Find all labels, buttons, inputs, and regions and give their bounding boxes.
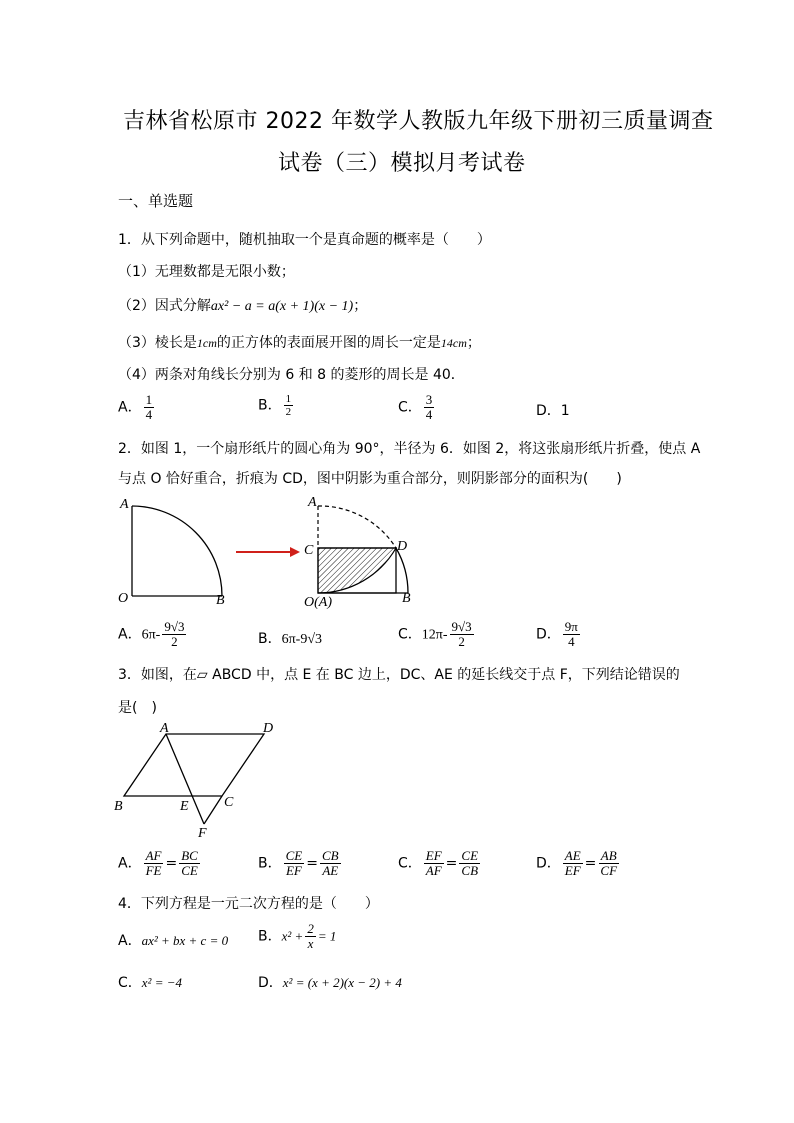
option-label: C． bbox=[398, 855, 422, 872]
frac-num: 1 bbox=[285, 393, 292, 405]
option-suffix: = 1 bbox=[317, 928, 337, 944]
fig3-label-f: F bbox=[198, 826, 207, 840]
fig1-label-b: B bbox=[216, 593, 225, 608]
q3-option-c[interactable]: C． $\frac{EF}{AF}$ = $\frac{CE}{CB}$ bbox=[398, 848, 479, 878]
option-label: A． bbox=[118, 855, 142, 872]
frac-num: CE bbox=[461, 848, 479, 863]
option-prefix: 12π- bbox=[421, 627, 448, 643]
frac-den: 4 bbox=[145, 407, 153, 422]
q2-figure-1 bbox=[118, 497, 225, 608]
q2-option-a[interactable] bbox=[118, 620, 188, 649]
q1-s2-math: ax² − a = a(x + 1)(x − 1) bbox=[210, 299, 354, 314]
q1-s3-m2: 14cm bbox=[440, 336, 467, 350]
q1-option-a[interactable] bbox=[118, 393, 156, 422]
frac-den: 4 bbox=[425, 407, 433, 422]
q4-stem: 4．下列方程是一元二次方程的是（ ） bbox=[118, 896, 379, 912]
option-label: D． bbox=[536, 855, 561, 872]
fig2-label-b: B bbox=[402, 591, 411, 606]
q1-statement-4: （4）两条对角线长分别为 6 和 8 的菱形的周长是 40． bbox=[118, 367, 465, 383]
frac-num: 9√3 bbox=[451, 619, 472, 634]
frac-num: AF bbox=[145, 848, 162, 863]
q1-s3-c: ； bbox=[466, 335, 481, 351]
frac-den: 4 bbox=[568, 634, 575, 649]
q3-line-2: 是( ) bbox=[118, 700, 157, 716]
frac-num: 2 bbox=[307, 921, 314, 936]
frac-den: AF bbox=[425, 863, 442, 878]
q1-option-d[interactable]: D．1 bbox=[536, 403, 570, 419]
fig2-label-oa: O(A) bbox=[304, 595, 332, 610]
option-label: D． bbox=[258, 975, 283, 991]
q2-line-2: 与点 O 恰好重合，折痕为 CD，图中阴影为重合部分，则阴影部分的面积为( ) bbox=[118, 471, 622, 487]
title-line-2: 试卷（三）模拟月考试卷 bbox=[278, 151, 526, 176]
q3-option-d[interactable]: D． $\frac{AE}{EF}$ = $\frac{AB}{CF}$ bbox=[536, 848, 618, 878]
option-text: 6π-9√3 bbox=[281, 632, 323, 647]
option-label: A． bbox=[118, 933, 142, 949]
q2-figure-2 bbox=[304, 495, 411, 610]
option-text: x² = −4 bbox=[141, 975, 182, 990]
fig2-label-c: C bbox=[304, 543, 314, 558]
q3-line-1: 3．如图，在▱ ABCD 中，点 E 在 BC 边上，DC、AE 的延长线交于点 F，下列结论错误的 bbox=[118, 667, 680, 683]
q2-option-c[interactable] bbox=[398, 620, 476, 649]
q4-option-d[interactable] bbox=[258, 972, 402, 992]
fig2-label-a: A bbox=[308, 495, 317, 510]
q4-option-c[interactable] bbox=[118, 972, 182, 992]
q1-statement-1: （1）无理数都是无限小数； bbox=[118, 264, 295, 280]
q1-stem: 1．从下列命题中，随机抽取一个是真命题的概率是（ ） bbox=[118, 232, 491, 248]
frac-den: CF bbox=[600, 863, 618, 878]
frac-num: 1 bbox=[145, 392, 153, 407]
q4-option-a[interactable] bbox=[118, 930, 228, 950]
fig1-label-o: O bbox=[118, 591, 129, 606]
fig1-label-a: A bbox=[120, 497, 129, 512]
title-line-1: 吉林省松原市 2022 年数学人教版九年级下册初三质量调查 bbox=[123, 109, 714, 134]
option-label: B． bbox=[258, 631, 282, 647]
q1-s3-m1: 1cm bbox=[196, 336, 217, 350]
option-label: D． bbox=[536, 626, 561, 643]
frac-num: AE bbox=[564, 848, 581, 863]
option-label: B． bbox=[258, 855, 282, 872]
q1-s2-suffix: ； bbox=[353, 298, 368, 314]
q3-option-a[interactable]: A． $\frac{AF}{FE}$ = $\frac{BC}{CE}$ bbox=[118, 848, 198, 878]
q1-s2-prefix: （2）因式分解 bbox=[118, 298, 211, 314]
frac-den: 2 bbox=[171, 634, 178, 649]
section-heading: 一、单选题 bbox=[118, 192, 194, 210]
option-text: ax² + bx + c = 0 bbox=[141, 933, 229, 948]
q1-s3-a: （3）棱长是 bbox=[118, 335, 197, 351]
frac-den: EF bbox=[564, 863, 581, 878]
frac-den: FE bbox=[145, 863, 162, 878]
frac-num: EF bbox=[425, 848, 442, 863]
fig2-label-d: D bbox=[397, 539, 408, 554]
option-prefix: x² + bbox=[281, 928, 304, 944]
frac-den: EF bbox=[285, 863, 302, 878]
frac-den: CE bbox=[181, 863, 198, 878]
frac-num: BC bbox=[181, 848, 198, 863]
frac-num: AB bbox=[600, 848, 617, 863]
frac-num: 9√3 bbox=[164, 619, 185, 634]
frac-num: CB bbox=[321, 848, 339, 863]
q1-s3-b: 的正方体的表面展开图的周长一定是 bbox=[216, 335, 441, 351]
frac-num: 9π bbox=[564, 619, 578, 634]
frac-num: CE bbox=[285, 848, 303, 863]
red-arrow-icon bbox=[236, 547, 300, 557]
option-label: C． bbox=[118, 975, 142, 991]
option-label: B． bbox=[258, 928, 282, 945]
q2-option-d[interactable] bbox=[536, 620, 582, 649]
q1-option-c[interactable] bbox=[398, 393, 436, 422]
q3-figure bbox=[110, 716, 290, 840]
option-label: C． bbox=[398, 399, 422, 416]
frac-den: 2 bbox=[458, 634, 465, 649]
frac-num: 3 bbox=[425, 392, 433, 407]
q1-option-b[interactable] bbox=[258, 393, 295, 418]
option-prefix: 6π- bbox=[141, 627, 161, 643]
option-label: A． bbox=[118, 399, 142, 416]
q3-option-b[interactable]: B． $\frac{CE}{EF}$ = $\frac{CB}{AE}$ bbox=[258, 848, 339, 878]
q4-option-b[interactable] bbox=[258, 922, 336, 951]
frac-den: 2 bbox=[285, 406, 292, 418]
fig3-label-c: C bbox=[224, 795, 234, 810]
frac-den: AE bbox=[322, 863, 339, 878]
fig3-label-a: A bbox=[160, 721, 169, 736]
option-label: A． bbox=[118, 626, 142, 643]
q1-statement-2 bbox=[118, 295, 367, 315]
q2-figures bbox=[110, 492, 430, 612]
q2-option-b[interactable] bbox=[258, 628, 322, 648]
fig3-label-e: E bbox=[180, 799, 189, 814]
frac-den: CB bbox=[461, 863, 479, 878]
option-label: B． bbox=[258, 397, 282, 414]
frac-den: x bbox=[307, 936, 314, 951]
option-text: x² = (x + 2)(x − 2) + 4 bbox=[282, 975, 402, 990]
q2-line-1: 2．如图 1，一个扇形纸片的圆心角为 90°，半径为 6．如图 2，将这张扇形纸片折叠，使点 A bbox=[118, 441, 701, 457]
fig3-label-d: D bbox=[263, 721, 274, 736]
fig3-label-b: B bbox=[114, 799, 123, 814]
option-label: C． bbox=[398, 626, 422, 643]
q1-statement-3 bbox=[118, 332, 481, 352]
